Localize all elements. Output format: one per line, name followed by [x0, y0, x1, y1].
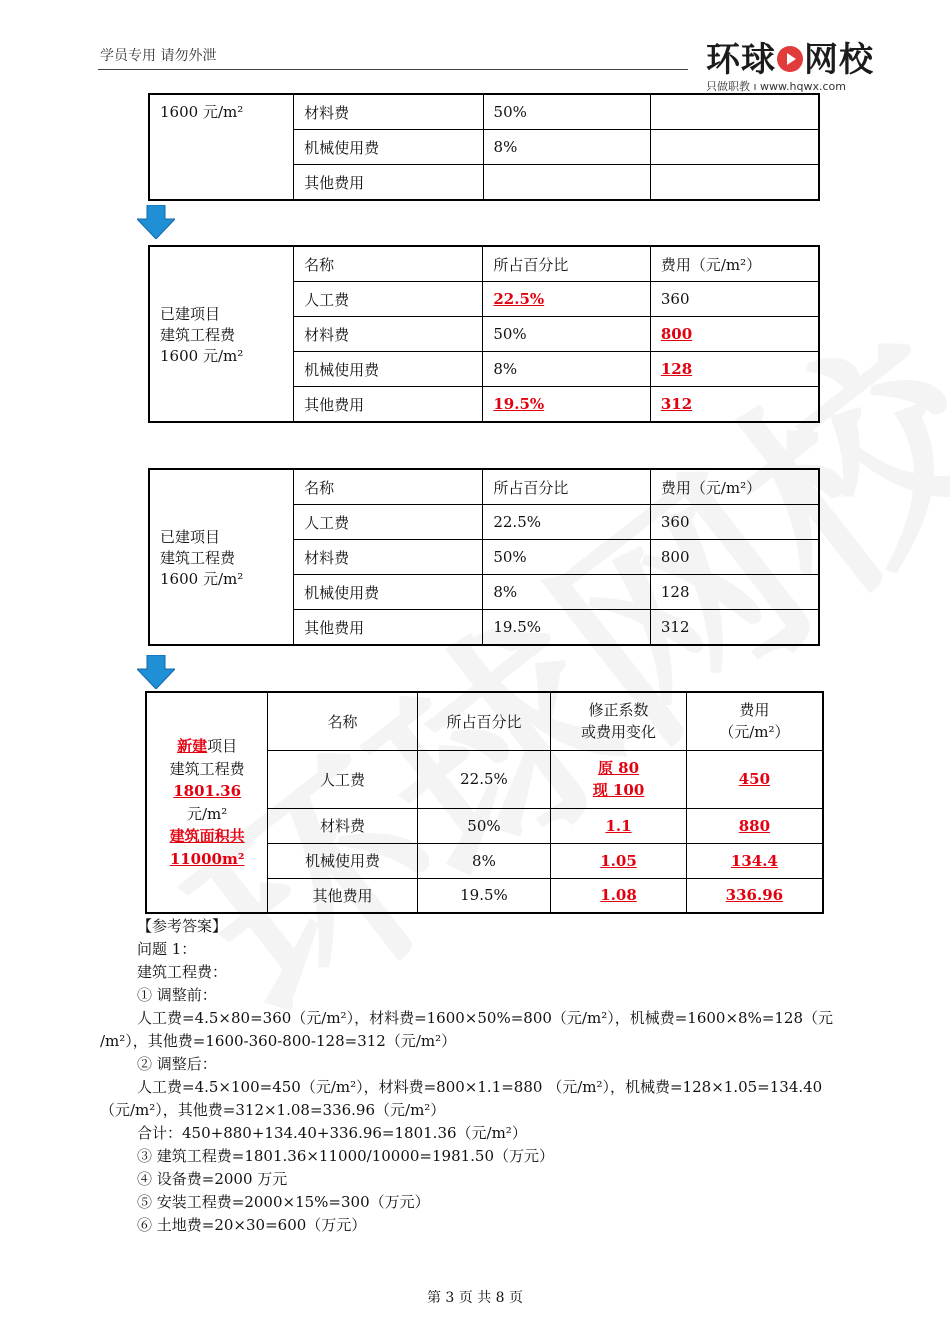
- answer-line: /m²），其他费=1600-360-800-128=312（元/m²）: [100, 1032, 457, 1050]
- cell: 人工费: [294, 505, 483, 540]
- table-1: [148, 93, 820, 201]
- cell: 8%: [483, 130, 651, 165]
- cell: 19.5%: [483, 610, 651, 646]
- logo-text-a: 环球: [706, 40, 776, 80]
- cell: 人工费: [294, 282, 483, 317]
- table-4: [145, 691, 824, 914]
- column-header: 名称: [294, 469, 483, 505]
- cell: 材料费: [294, 94, 483, 130]
- highlight-value: 134.4: [730, 851, 778, 870]
- cell: [483, 387, 651, 423]
- cell: [551, 878, 687, 913]
- answer-line: 问题 1：: [137, 940, 197, 958]
- answer-line: ⑥ 土地费=20×30=600（万元）: [137, 1216, 367, 1234]
- table-row: [146, 692, 823, 750]
- highlight-value: 336.96: [725, 886, 784, 905]
- row-head-line: 建筑工程费: [160, 548, 236, 567]
- row-head: [149, 246, 294, 422]
- column-header: 费用（元/m²）: [650, 469, 819, 505]
- row-head-line: [147, 735, 267, 758]
- cell: 其他费用: [294, 387, 483, 423]
- row-head: [149, 469, 294, 645]
- logo-tagline: 只做职教 ı www.hqwx.com: [706, 80, 846, 93]
- cell: 材料费: [268, 808, 417, 843]
- answer-line: ② 调整后：: [137, 1055, 217, 1073]
- highlight-value: 建筑面积共: [169, 827, 245, 845]
- cell: 其他费用: [268, 878, 417, 913]
- cell: 机械使用费: [294, 130, 483, 165]
- column-header: 费用（元/m²）: [650, 246, 819, 282]
- answer-line: 人工费=4.5×100=450（元/m²），材料费=800×1.1=880 （元/m²），机械费=128×1.05=134.40: [137, 1078, 823, 1096]
- cell: [650, 317, 819, 352]
- table-row: [149, 469, 819, 505]
- column-header: [551, 692, 687, 750]
- row-head-line: 1600 元/m²: [160, 569, 244, 588]
- highlight-value: 1.08: [600, 886, 637, 905]
- answer-heading: 【参考答案】: [137, 917, 228, 935]
- cell: 22.5%: [483, 505, 651, 540]
- cell: [686, 750, 823, 808]
- down-arrow-icon: [137, 205, 175, 239]
- row-head-line: 建筑工程费: [160, 325, 236, 344]
- row-head-line: 1600 元/m²: [160, 346, 244, 365]
- table-3: [148, 468, 820, 646]
- answer-line: 建筑工程费：: [137, 963, 228, 981]
- cell: 材料费: [294, 540, 483, 575]
- row-head-line: 已建项目: [160, 527, 221, 546]
- table-2: [148, 245, 820, 423]
- cell: [551, 750, 687, 808]
- column-header: 所占百分比: [483, 246, 651, 282]
- cell: 19.5%: [417, 878, 551, 913]
- page-footer: 第 3 页 共 8 页: [426, 1290, 524, 1306]
- cell: 机械使用费: [268, 843, 417, 878]
- header-line: 费用: [739, 701, 770, 720]
- column-header: 名称: [268, 692, 417, 750]
- cell: [651, 94, 819, 130]
- cell: 其他费用: [294, 165, 483, 201]
- column-header: 所占百分比: [417, 692, 551, 750]
- cell: [650, 352, 819, 387]
- answer-line: 人工费=4.5×80=360（元/m²），材料费=1600×50%=800（元/m²），机械费=1600×8%=128（元: [137, 1009, 834, 1027]
- answer-line: ③ 建筑工程费=1801.36×11000/10000=1981.50（万元）: [137, 1147, 555, 1165]
- highlight-value: 原 80: [597, 759, 640, 777]
- highlight-value: 新建: [177, 737, 208, 755]
- row-head-line: 元/m²: [186, 804, 228, 823]
- highlight-value: 450: [738, 770, 771, 788]
- down-arrow-icon: [137, 655, 175, 689]
- cell: [651, 165, 819, 201]
- logo-text-b: 网校: [804, 40, 874, 80]
- column-header: 所占百分比: [483, 469, 651, 505]
- column-header: 名称: [294, 246, 483, 282]
- highlight-value: 800: [660, 325, 693, 343]
- highlight-value: 1.1: [605, 816, 632, 835]
- column-header: [686, 692, 823, 750]
- table-row: [149, 94, 819, 130]
- cell: [650, 387, 819, 423]
- brand-logo: [706, 32, 874, 81]
- row-head-line: 建筑工程费: [169, 759, 245, 778]
- cell: 800: [650, 540, 819, 575]
- row-head-line: [147, 780, 267, 803]
- cell: 50%: [483, 540, 651, 575]
- row-head: [146, 692, 268, 913]
- cell: 360: [650, 505, 819, 540]
- cell: [651, 130, 819, 165]
- cell: 50%: [483, 94, 651, 130]
- cell: 人工费: [268, 750, 417, 808]
- cell: [551, 843, 687, 878]
- highlight-value: 312: [660, 395, 693, 413]
- row-head-text: 项目: [207, 737, 238, 755]
- highlight-value: 128: [660, 360, 693, 378]
- header-line: 或费用变化: [581, 723, 657, 742]
- cell: 机械使用费: [294, 575, 483, 610]
- highlight-value: 880: [738, 816, 771, 835]
- header-rule: [98, 69, 688, 70]
- cell: 312: [650, 610, 819, 646]
- header-line: （元/m²）: [719, 723, 790, 742]
- cell: [551, 808, 687, 843]
- row-head-line: 已建项目: [160, 304, 221, 323]
- header-line: 修正系数: [588, 701, 649, 720]
- highlight-value: 现 100: [592, 781, 645, 799]
- header-notice: 学员专用 请勿外泄: [100, 48, 217, 64]
- highlight-value: 1801.36: [173, 782, 242, 800]
- highlight-value: 1.05: [600, 851, 637, 870]
- answer-line: （元/m²），其他费=312×1.08=336.96（元/m²）: [100, 1101, 446, 1119]
- table-row: [149, 246, 819, 282]
- cell: 材料费: [294, 317, 483, 352]
- answer-line: ① 调整前：: [137, 986, 217, 1004]
- cell: [686, 808, 823, 843]
- highlight-value: 22.5%: [493, 290, 545, 308]
- cell: 360: [650, 282, 819, 317]
- answer-line: ⑤ 安装工程费=2000×15%=300（万元）: [137, 1193, 430, 1211]
- cell: [686, 843, 823, 878]
- cell: 8%: [483, 575, 651, 610]
- answer-line: 合计：450+880+134.40+336.96=1801.36（元/m²）: [137, 1124, 527, 1142]
- cell: 8%: [417, 843, 551, 878]
- row-head-line: [147, 848, 267, 871]
- highlight-value: 19.5%: [493, 395, 545, 413]
- row-head-line: [147, 825, 267, 848]
- cell: 其他费用: [294, 610, 483, 646]
- cell: 128: [650, 575, 819, 610]
- cell: [483, 165, 651, 201]
- cell: 机械使用费: [294, 352, 483, 387]
- cell: [686, 878, 823, 913]
- cell: 50%: [417, 808, 551, 843]
- answer-line: ④ 设备费=2000 万元: [137, 1170, 288, 1188]
- cell: [483, 282, 651, 317]
- cell: 22.5%: [417, 750, 551, 808]
- cell: 50%: [483, 317, 651, 352]
- play-icon: [777, 46, 803, 72]
- row-head: 1600 元/m²: [149, 94, 294, 200]
- cell: 8%: [483, 352, 651, 387]
- highlight-value: 11000m²: [169, 849, 245, 868]
